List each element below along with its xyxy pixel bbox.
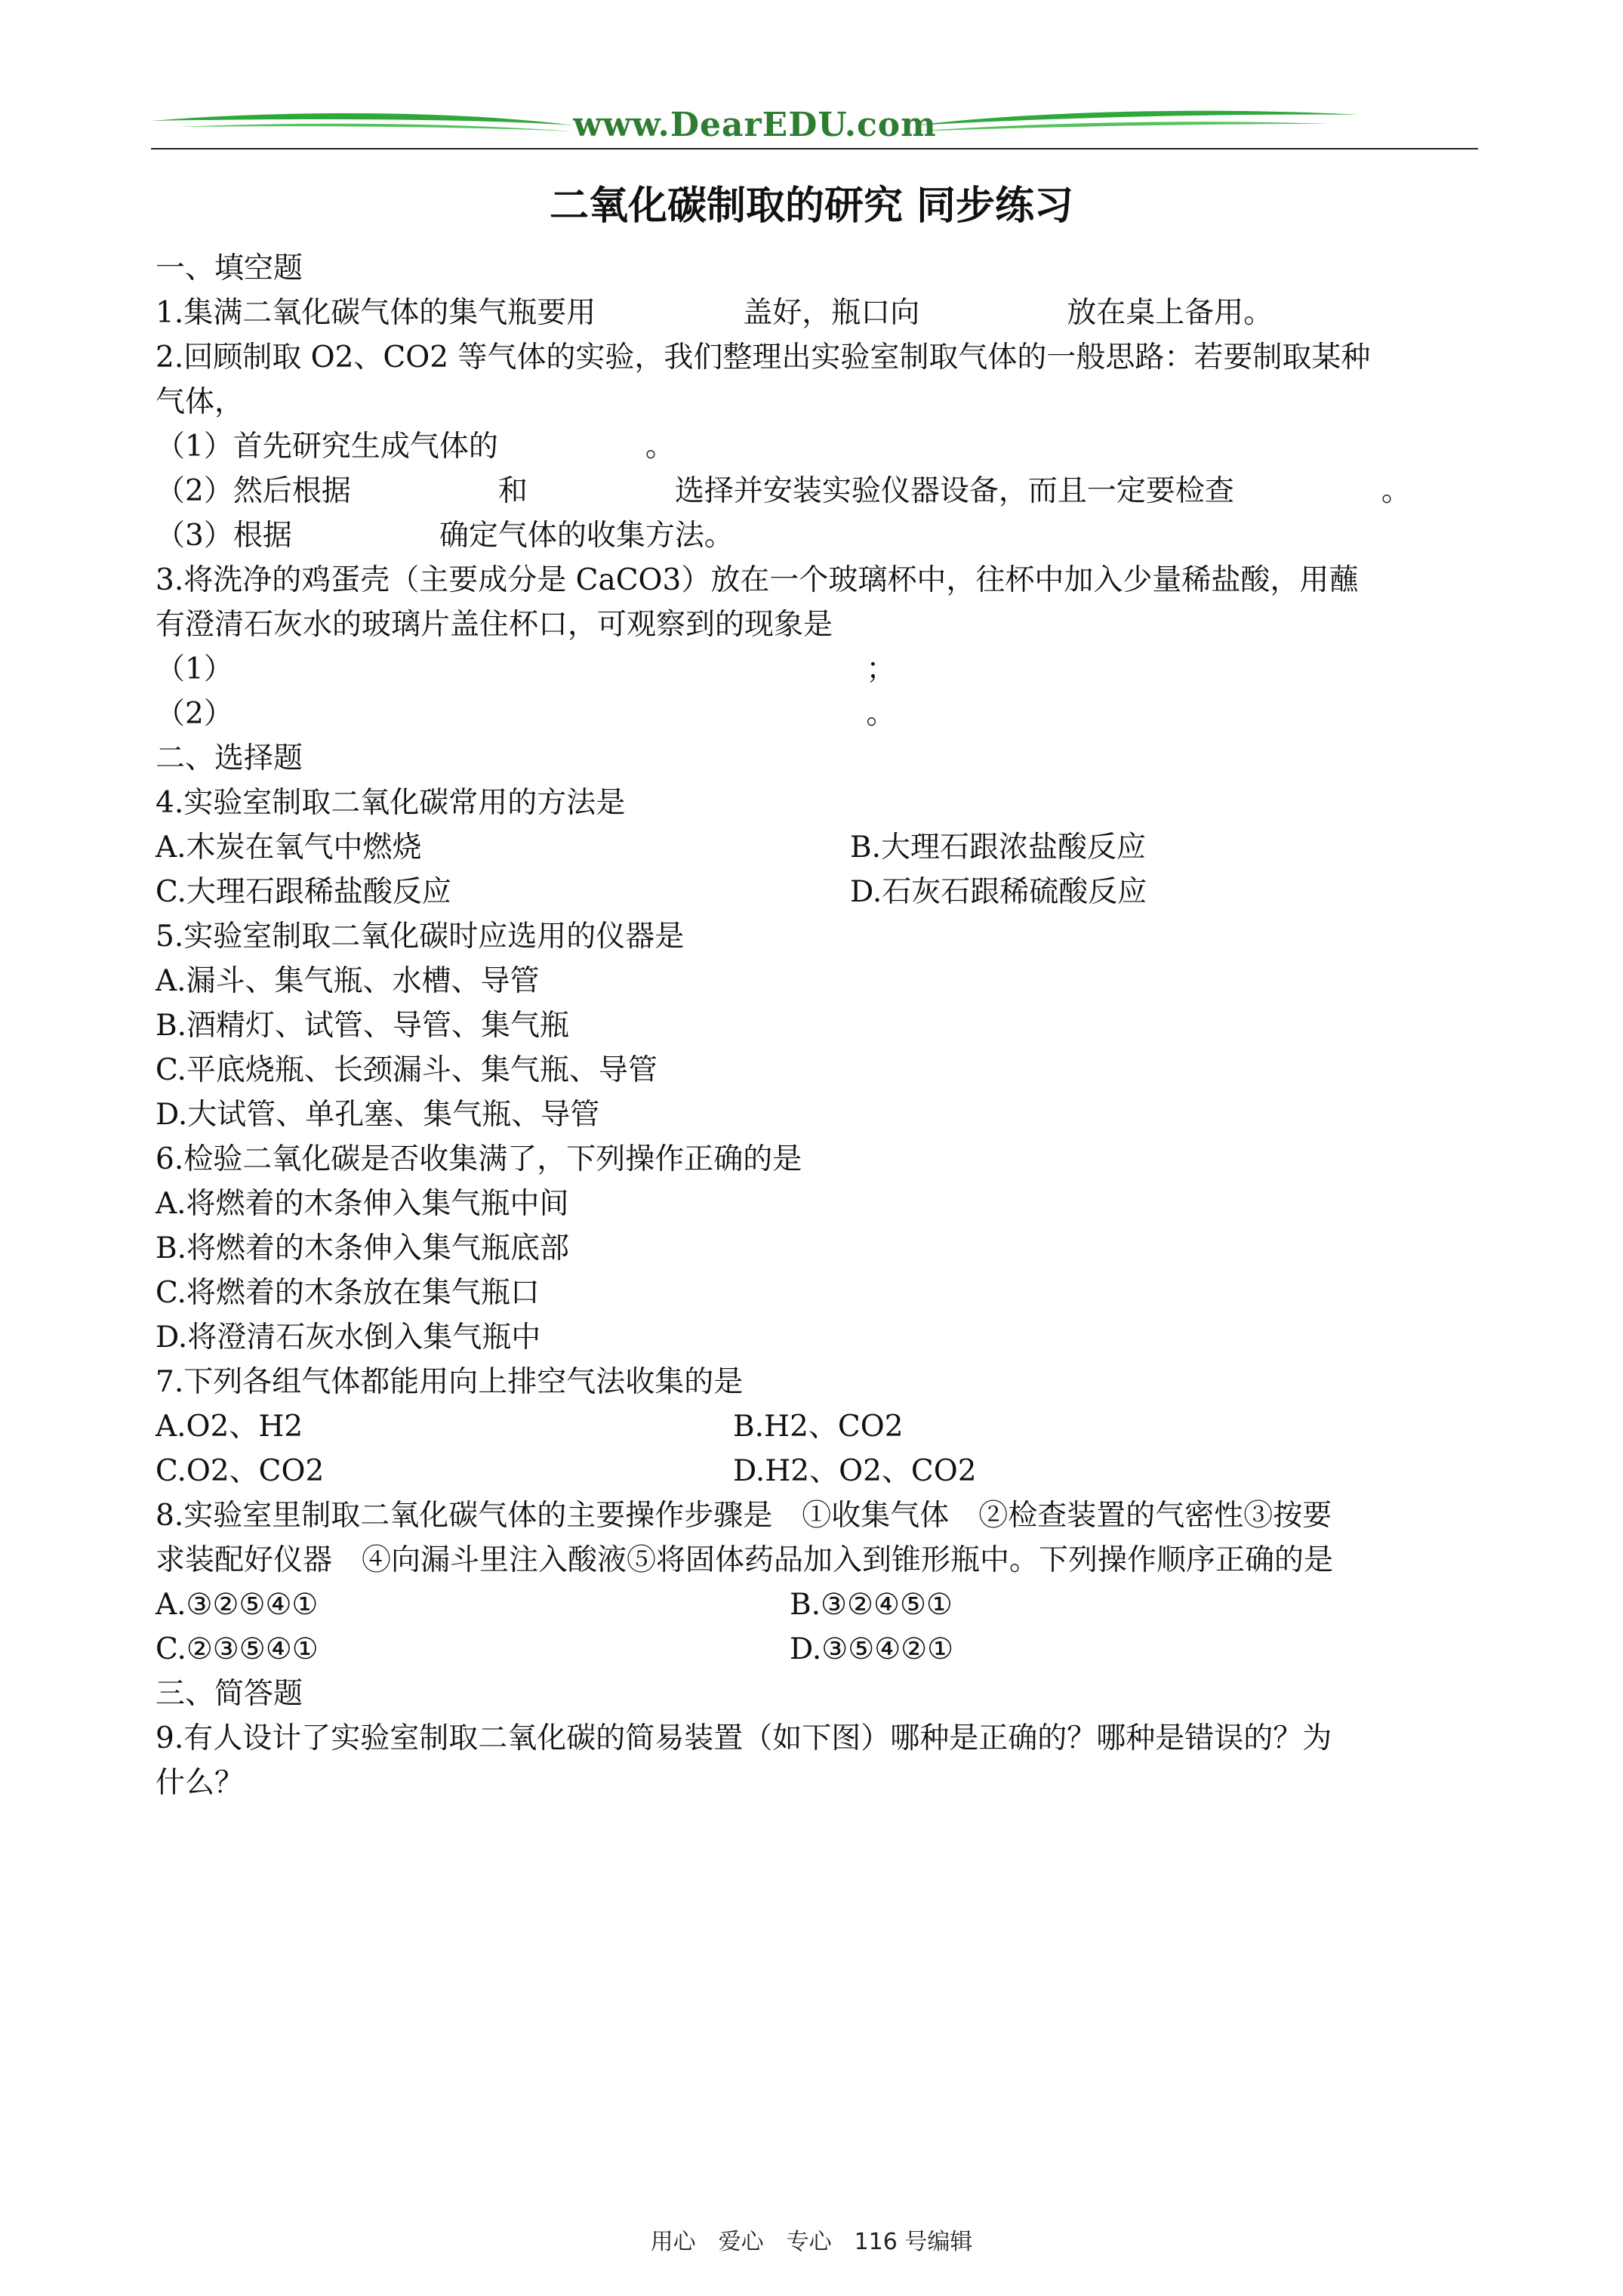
option-d: D.大试管、单孔塞、集气瓶、导管 [156, 1098, 600, 1132]
question-8-line-2: 求装配好仪器 ④向漏斗里注入酸液⑤将固体药品加入到锥形瓶中。下列操作顺序正确的是 [156, 1543, 1334, 1577]
option-a: A.O2、H2 [156, 1410, 303, 1444]
section-heading-multiple-choice: 二、选择题 [156, 741, 303, 775]
question-5: 5.实验室制取二氧化碳时应选用的仪器是 [156, 920, 685, 954]
question-7-options-row-2 [156, 1449, 1477, 1493]
option-c: C.②③⑤④① [156, 1632, 319, 1666]
option-d: D.H2、O2、CO2 [733, 1454, 977, 1488]
page-footer: 用心 爱心 专心 116 号编辑 [650, 2229, 973, 2255]
question-7: 7.下列各组气体都能用向上排空气法收集的是 [156, 1365, 744, 1399]
question-2-line-1: 2.回顾制取 O2、CO2 等气体的实验，我们整理出实验室制取气体的一般思路：若要制取某种 [156, 341, 1371, 374]
question-9-line-2: 什么？ [156, 1766, 245, 1800]
question-8-options-row-2 [156, 1627, 1477, 1672]
header-divider [151, 148, 1478, 149]
option-c: C.将燃着的木条放在集气瓶口 [156, 1276, 540, 1310]
option-b: B.将燃着的木条伸入集气瓶底部 [156, 1231, 570, 1265]
page-title: 二氧化碳制取的研究 同步练习 [549, 183, 1074, 229]
option-d: D.石灰石跟稀硫酸反应 [850, 875, 1147, 909]
option-c: C.O2、CO2 [156, 1454, 325, 1488]
option-b: B.酒精灯、试管、导管、集气瓶 [156, 1009, 570, 1043]
question-3-line-2: 有澄清石灰水的玻璃片盖住杯口，可观察到的现象是 [156, 608, 833, 642]
question-6: 6.检验二氧化碳是否收集满了，下列操作正确的是 [156, 1142, 802, 1176]
question-4-options-row-2 [156, 870, 1477, 914]
option-b: B.大理石跟浓盐酸反应 [850, 831, 1147, 864]
question-2-line-2: 气体， [156, 385, 245, 419]
section-heading-fill-blank: 一、填空题 [156, 251, 303, 285]
question-2-part-3: （3）根据 确定气体的收集方法。 [156, 519, 734, 553]
question-2-part-2: （2）然后根据 和 选择并安装实验仪器设备，而且一定要检查 。 [156, 474, 1411, 508]
question-1: 1.集满二氧化碳气体的集气瓶要用 盖好，瓶口向 放在桌上备用。 [156, 296, 1273, 330]
option-c: C.平底烧瓶、长颈漏斗、集气瓶、导管 [156, 1053, 658, 1087]
option-a: A.将燃着的木条伸入集气瓶中间 [156, 1187, 569, 1221]
question-9-line-1: 9.有人设计了实验室制取二氧化碳的简易装置（如下图）哪种是正确的？哪种是错误的？为 [156, 1721, 1332, 1755]
question-2-part-1: （1）首先研究生成气体的 。 [156, 430, 675, 464]
option-b: B.H2、CO2 [733, 1410, 904, 1444]
option-a: A.③②⑤④① [156, 1588, 319, 1622]
question-3-line-1: 3.将洗净的鸡蛋壳（主要成分是 CaCO3）放在一个玻璃杯中，往杯中加入少量稀盐酸，用蘸 [156, 563, 1359, 597]
option-a: A.漏斗、集气瓶、水槽、导管 [156, 964, 540, 998]
question-3-part-1: （1） ； [156, 652, 896, 686]
header-logo-text[interactable]: www.DearEDU.com [573, 106, 937, 144]
question-4: 4.实验室制取二氧化碳常用的方法是 [156, 786, 626, 820]
option-a: A.木炭在氧气中燃烧 [156, 831, 422, 864]
section-heading-short-answer: 三、简答题 [156, 1677, 303, 1711]
option-b: B.③②④⑤① [790, 1588, 953, 1622]
worksheet-body [156, 246, 1477, 1805]
question-8-options-row-1 [156, 1583, 1477, 1627]
question-3-part-2: （2） 。 [156, 697, 896, 731]
option-d: D.将澄清石灰水倒入集气瓶中 [156, 1321, 541, 1354]
option-c: C.大理石跟稀盐酸反应 [156, 875, 451, 909]
option-d: D.③⑤④②① [790, 1632, 954, 1666]
question-7-options-row-1 [156, 1404, 1477, 1449]
question-4-options-row-1 [156, 825, 1477, 870]
question-8-line-1: 8.实验室里制取二氧化碳气体的主要操作步骤是 ①收集气体 ②检查装置的气密性③按要 [156, 1499, 1332, 1533]
